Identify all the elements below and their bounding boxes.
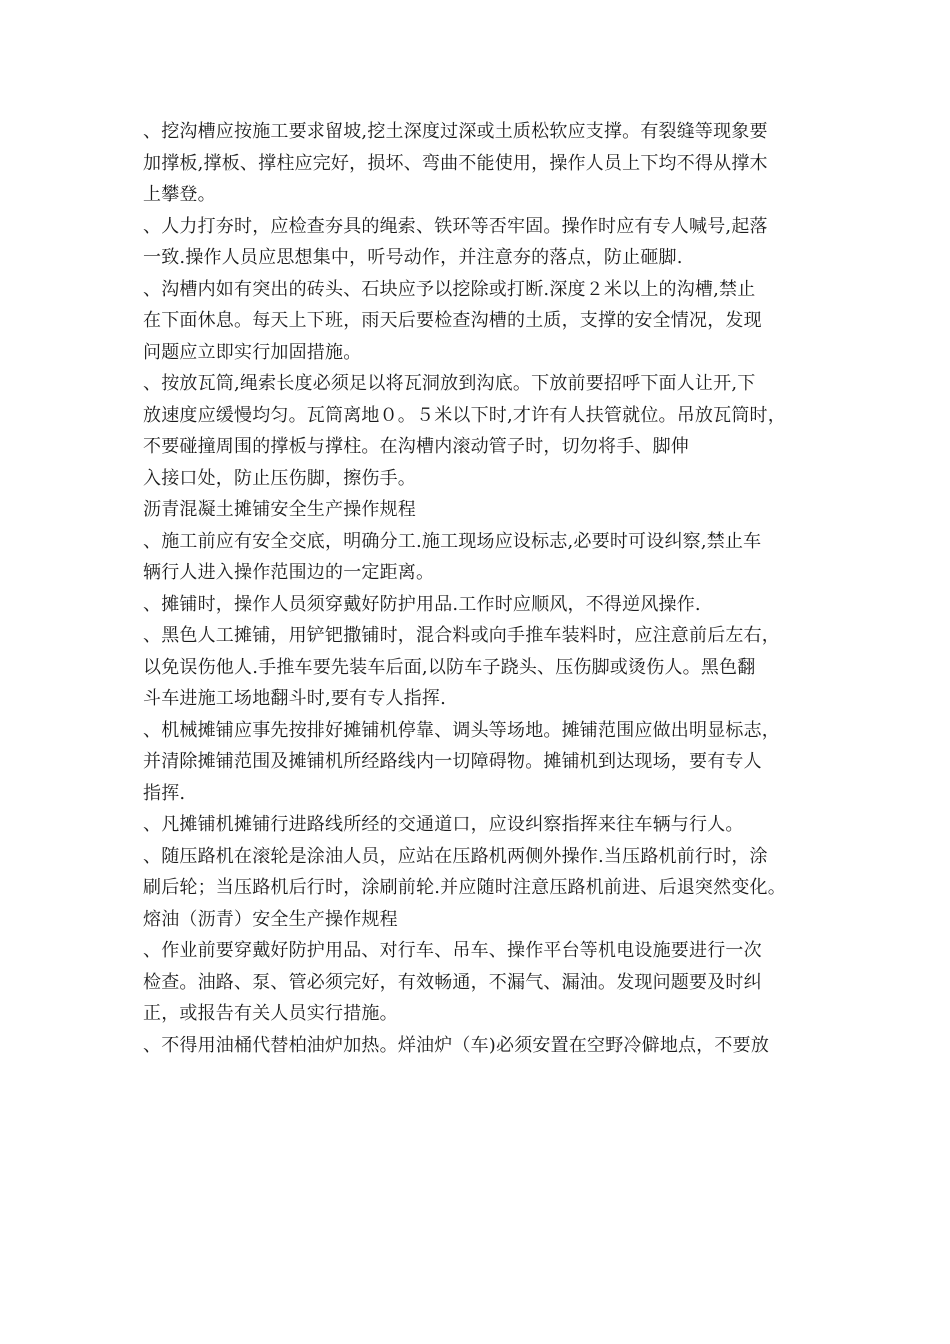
text-line: 加撑板,撑板、撑柱应完好，损坏、弯曲不能使用，操作人员上下均不得从撑木 [143, 152, 768, 174]
text-line: 并清除摊铺范围及摊铺机所经路线内一切障碍物。摊铺机到达现场，要有专人 [143, 751, 762, 772]
text-line: 、黑色人工摊铺，用铲钯撒铺时，混合料或向手推车装料时，应注意前后左右， [143, 625, 780, 646]
text-line: 一致.操作人员应思想集中，听号动作，并注意夯的落点，防止砸脚. [143, 247, 683, 268]
text-line: 、作业前要穿戴好防护用品、对行车、吊车、操作平台等机电设施要进行一次 [143, 940, 762, 961]
document-body [143, 116, 823, 1061]
text-line: 、摊铺时，操作人员须穿戴好防护用品.工作时应顺风，不得逆风操作. [143, 593, 701, 615]
text-line: 、人力打夯时，应检查夯具的绳索、铁环等否牢固。操作时应有专人喊号,起落 [143, 215, 768, 237]
text-line: 检查。油路、泵、管必须完好，有效畅通，不漏气、漏油。发现问题要及时纠 [143, 971, 762, 993]
text-line: 不要碰撞周围的撑板与撑柱。在沟槽内滚动管子时，切勿将手、脚伸 [143, 436, 689, 457]
text-line: 放速度应缓慢均匀。瓦筒离地０。５米以下时,才许有人扶管就位。吊放瓦筒时， [143, 404, 786, 426]
text-line: 斗车进施工场地翻斗时,要有专人指挥. [143, 688, 447, 709]
text-line: 、随压路机在滚轮是涂油人员，应站在压路机两侧外操作.当压路机前行时，涂 [143, 845, 768, 867]
text-line: 以免误伤他人.手推车要先装车后面,以防车子跷头、压伤脚或烫伤人。黑色翻 [143, 656, 756, 678]
text-line: 辆行人进入操作范围边的一定距离。 [143, 562, 435, 583]
text-line: 在下面休息。每天上下班，雨天后要检查沟槽的土质，支撑的安全情况，发现 [143, 310, 762, 331]
text-line: 、按放瓦筒,绳索长度必须足以将瓦洞放到沟底。下放前要招呼下面人让开,下 [143, 373, 756, 394]
text-line: 指挥. [143, 782, 186, 804]
section-heading-asphalt-melting: 熔油（沥青）安全生产操作规程 [143, 908, 398, 930]
text-line: 、机械摊铺应事先按排好摊铺机停靠、调头等场地。摊铺范围应做出明显标志， [143, 719, 780, 741]
text-line: 正，或报告有关人员实行措施。 [143, 1003, 398, 1024]
text-line: 、挖沟槽应按施工要求留坡,挖土深度过深或土质松软应支撑。有裂缝等现象要 [143, 121, 768, 142]
text-line: 、不得用油桶代替柏油炉加热。烊油炉（车)必须安置在空野冷僻地点，不要放 [143, 1034, 770, 1056]
section-heading-asphalt-paving: 沥青混凝土摊铺安全生产操作规程 [143, 499, 416, 520]
text-line: 刷后轮；当压路机后行时，涂刷前轮.并应随时注意压路机前进、后退突然变化。 [143, 877, 786, 898]
text-line: 上攀登。 [143, 184, 216, 205]
text-line: 、凡摊铺机摊铺行进路线所经的交通道口，应设纠察指挥来往车辆与行人。 [143, 814, 744, 835]
text-line: 问题应立即实行加固措施。 [143, 341, 362, 363]
text-line: 、施工前应有安全交底，明确分工.施工现场应设标志,必要时可设纠察,禁止车 [143, 530, 762, 552]
text-line: 入接口处，防止压伤脚，擦伤手。 [143, 467, 416, 489]
text-line: 、沟槽内如有突出的砖头、石块应予以挖除或打断.深度２米以上的沟槽,禁止 [143, 278, 756, 300]
